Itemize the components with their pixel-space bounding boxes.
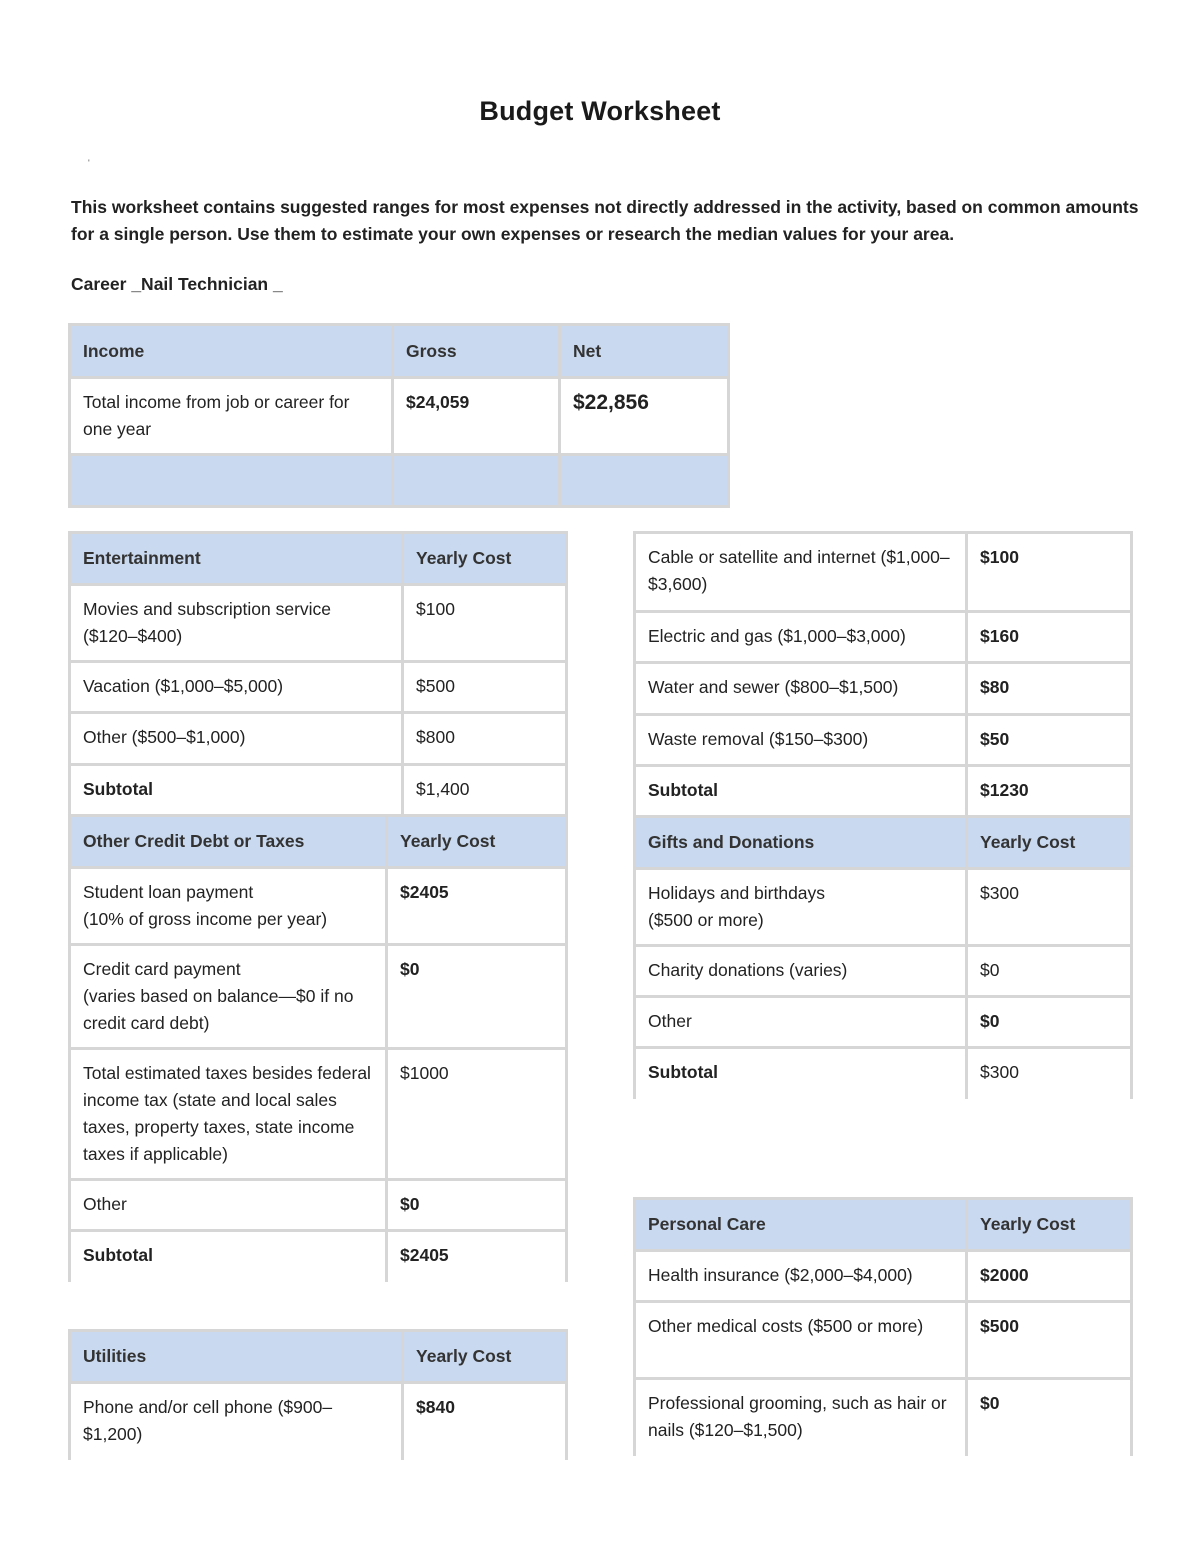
row-value: $300	[967, 869, 1132, 946]
table-row	[70, 1180, 567, 1231]
table-row	[635, 1302, 1132, 1379]
utilities-continued-table	[633, 531, 1133, 817]
utilities-table	[68, 1329, 568, 1460]
row-label: Other	[635, 997, 967, 1048]
table-row	[635, 869, 1132, 946]
table-row	[70, 713, 567, 765]
subtotal-row	[635, 766, 1132, 817]
row-label: Subtotal	[70, 1231, 387, 1282]
table-row	[70, 378, 729, 455]
entertainment-table	[68, 531, 568, 816]
table-row	[635, 663, 1132, 715]
row-value: $50	[967, 715, 1132, 766]
table-row	[635, 715, 1132, 766]
header-cell: Yearly Cost	[967, 817, 1132, 869]
table-header-row	[635, 817, 1132, 869]
row-value: $0	[967, 1379, 1132, 1456]
row-label: Other medical costs ($500 or more)	[635, 1302, 967, 1379]
row-label-line: Student loan payment	[83, 882, 254, 902]
row-value: $1230	[967, 766, 1132, 817]
row-label-line: Credit card payment	[83, 959, 241, 979]
row-label: Total estimated taxes besides federal income tax (state and local sales taxes, property taxes, state income taxes if applicable)	[70, 1049, 387, 1180]
table-row	[70, 662, 567, 713]
row-value: $100	[403, 585, 567, 662]
blank-cell	[560, 455, 729, 507]
table-row	[635, 612, 1132, 663]
blank-cell	[70, 455, 393, 507]
table-row	[635, 997, 1132, 1048]
row-value: $300	[967, 1048, 1132, 1099]
row-label	[70, 868, 387, 945]
blank-cell	[393, 455, 560, 507]
row-label: Movies and subscription service ($120–$400)	[70, 585, 403, 662]
table-row	[635, 1251, 1132, 1302]
row-value: $100	[967, 533, 1132, 612]
stray-mark: '	[88, 158, 90, 168]
table-row	[635, 946, 1132, 997]
row-value: $500	[403, 662, 567, 713]
row-value: $80	[967, 663, 1132, 715]
row-label	[635, 869, 967, 946]
table-header-row	[70, 325, 729, 378]
other-credit-table	[68, 814, 568, 1282]
header-cell: Utilities	[70, 1331, 403, 1383]
gross-income-value: $24,059	[393, 378, 560, 455]
header-cell: Yearly Cost	[403, 1331, 567, 1383]
row-value: $0	[967, 997, 1132, 1048]
header-cell: Other Credit Debt or Taxes	[70, 816, 387, 868]
subtotal-row	[70, 1231, 567, 1282]
row-label: Waste removal ($150–$300)	[635, 715, 967, 766]
table-header-row	[70, 533, 567, 585]
subtotal-row	[635, 1048, 1132, 1099]
row-label: Subtotal	[635, 766, 967, 817]
row-label: Other ($500–$1,000)	[70, 713, 403, 765]
header-cell: Gifts and Donations	[635, 817, 967, 869]
header-cell: Yearly Cost	[403, 533, 567, 585]
row-label: Vacation ($1,000–$5,000)	[70, 662, 403, 713]
row-value: $0	[967, 946, 1132, 997]
row-value: $0	[387, 1180, 567, 1231]
table-row	[635, 1379, 1132, 1456]
row-label-line: ($500 or more)	[648, 910, 764, 930]
gifts-table	[633, 815, 1133, 1099]
row-value: $2000	[967, 1251, 1132, 1302]
row-value: $0	[387, 945, 567, 1049]
personal-care-table	[633, 1197, 1133, 1456]
row-value: $840	[403, 1383, 567, 1460]
row-label: Subtotal	[70, 765, 403, 816]
row-value: $2405	[387, 1231, 567, 1282]
table-row	[70, 1049, 567, 1180]
row-label: Professional grooming, such as hair or nails ($120–$1,500)	[635, 1379, 967, 1456]
row-label: Water and sewer ($800–$1,500)	[635, 663, 967, 715]
row-value: $800	[403, 713, 567, 765]
row-value: $1,400	[403, 765, 567, 816]
row-value: $160	[967, 612, 1132, 663]
income-table	[68, 323, 730, 508]
header-cell: Net	[560, 325, 729, 378]
table-header-row	[70, 816, 567, 868]
row-label: Electric and gas ($1,000–$3,000)	[635, 612, 967, 663]
header-cell: Income	[70, 325, 393, 378]
header-cell: Entertainment	[70, 533, 403, 585]
table-row	[70, 945, 567, 1049]
row-label-line: (varies based on balance—$0 if no credit card debt)	[83, 986, 354, 1033]
intro-text: This worksheet contains suggested ranges for most expenses not directly addressed in the activity, based on common amounts for a single person. Use them to estimate your own expenses or research the median values for your area.	[71, 197, 1139, 244]
table-header-row	[70, 1331, 567, 1383]
header-cell: Gross	[393, 325, 560, 378]
row-label: Cable or satellite and internet ($1,000–$3,600)	[635, 533, 967, 612]
net-income-value: $22,856	[560, 378, 729, 455]
row-label-line: (10% of gross income per year)	[83, 909, 328, 929]
row-label: Subtotal	[635, 1048, 967, 1099]
row-label: Total income from job or career for one year	[70, 378, 393, 455]
header-cell: Personal Care	[635, 1199, 967, 1251]
table-header-row	[635, 1199, 1132, 1251]
row-label: Health insurance ($2,000–$4,000)	[635, 1251, 967, 1302]
row-value: $1000	[387, 1049, 567, 1180]
career-line: Career _Nail Technician _	[71, 274, 283, 294]
header-cell: Yearly Cost	[387, 816, 567, 868]
row-label: Phone and/or cell phone ($900–$1,200)	[70, 1383, 403, 1460]
row-label-line: Holidays and birthdays	[648, 883, 826, 903]
blank-row	[70, 455, 729, 507]
subtotal-row	[70, 765, 567, 816]
row-label: Charity donations (varies)	[635, 946, 967, 997]
header-cell: Yearly Cost	[967, 1199, 1132, 1251]
row-label: Other	[70, 1180, 387, 1231]
row-value: $500	[967, 1302, 1132, 1379]
row-label	[70, 945, 387, 1049]
table-row	[635, 533, 1132, 612]
table-row	[70, 1383, 567, 1460]
row-value: $2405	[387, 868, 567, 945]
page-title: Budget Worksheet	[479, 96, 721, 126]
table-row	[70, 585, 567, 662]
table-row	[70, 868, 567, 945]
